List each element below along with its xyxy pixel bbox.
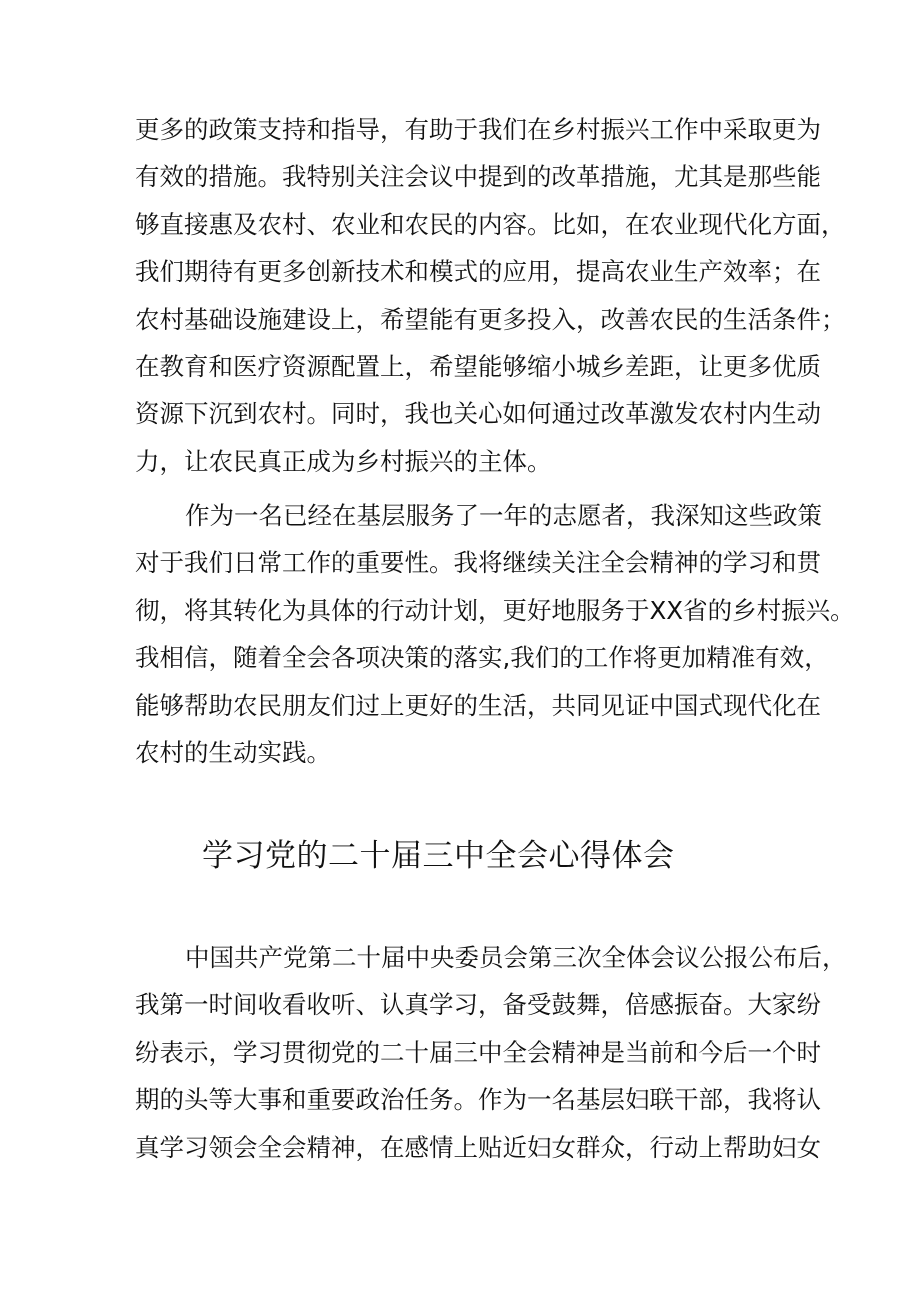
paragraph-line: 我们期待有更多创新技术和模式的应用，提高农业生产效率；在 xyxy=(135,257,821,287)
paragraph-volunteer xyxy=(135,492,855,776)
paragraph-intro xyxy=(135,934,847,1171)
paragraph-line: 农村基础设施建设上，希望能有更多投入，改善农民的生活条件； xyxy=(135,304,846,334)
paragraph-line: 中国共产党第二十届中央委员会第三次全体会议公报公布后， xyxy=(185,943,847,972)
paragraph-line: 够直接惠及农村、农业和农民的内容。比如，在农业现代化方面， xyxy=(135,209,846,239)
paragraph-continued xyxy=(135,106,846,485)
paragraph-line: 力，让农民真正成为乡村振兴的主体。 xyxy=(135,446,552,476)
paragraph-line: 真学习领会全会精神，在感情上贴近妇女群众，行动上帮助妇女 xyxy=(135,1132,821,1162)
paragraph-line: 我相信，随着全会各项决策的落实,我们的工作将更加精准有效， xyxy=(135,643,829,673)
paragraph-line: 有效的措施。我特别关注会议中提到的改革措施，尤其是那些能 xyxy=(135,162,821,192)
paragraph-line: 农村的生动实践。 xyxy=(135,737,331,767)
paragraph-line: 更多的政策支持和指导，有助于我们在乡村振兴工作中采取更为 xyxy=(135,115,821,144)
paragraph-line: 作为一名已经在基层服务了一年的志愿者，我深知这些政策 xyxy=(185,501,822,530)
paragraph-line: 我第一时间收看收听、认真学习，备受鼓舞，倍感振奋。大家纷 xyxy=(135,990,821,1020)
section-title: 学习党的二十届三中全会心得体会 xyxy=(202,838,675,874)
paragraph-line: 对于我们日常工作的重要性。我将继续关注全会精神的学习和贯 xyxy=(135,548,821,578)
paragraph-line: 资源下沉到农村。同时，我也关心如何通过改革激发农村内生动 xyxy=(135,399,821,429)
paragraph-line: 纷表示，学习贯彻党的二十届三中全会精神是当前和今后一个时 xyxy=(135,1037,821,1067)
paragraph-line: 能够帮助农民朋友们过上更好的生活，共同见证中国式现代化在 xyxy=(135,690,821,720)
paragraph-line: 彻，将其转化为具体的行动计划，更好地服务于XX省的乡村振兴。 xyxy=(135,595,855,625)
paragraph-line: 期的头等大事和重要政治任务。作为一名基层妇联干部，我将认 xyxy=(135,1085,821,1115)
paragraph-line: 在教育和医疗资源配置上，希望能够缩小城乡差距，让更多优质 xyxy=(135,351,821,381)
